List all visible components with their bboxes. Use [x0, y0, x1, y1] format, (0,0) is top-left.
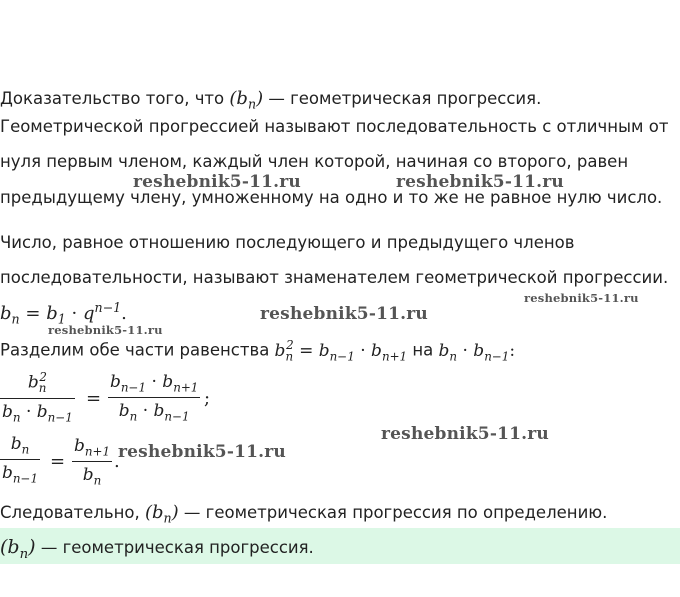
proof-title: Доказательство того, что $(b_n)$ — геометрическая прогрессия. [0, 88, 542, 112]
watermark: reshebnik5-11.ru [260, 304, 428, 324]
ratio-definition-line-2: последовательности, называют знаменателем геометрической прогрессии. [0, 268, 669, 287]
eq1-left-fraction: $b_n^2$ $b_n \cdot b_{n-1}$ [2, 370, 73, 425]
period: . [114, 451, 120, 472]
watermark: reshebnik5-11.ru [381, 424, 549, 444]
watermark: reshebnik5-11.ru [118, 442, 286, 462]
equals-sign: = [86, 388, 102, 409]
semicolon: ; [204, 388, 211, 409]
definition-line-1: Геометрической прогрессией называют последовательность с отличным от [0, 117, 669, 136]
definition-line-3: предыдущему члену, умноженному на одно и то же не равное нулю число. [0, 188, 663, 207]
general-term-formula: $b_n = b_1 \cdot q^{n-1}$. [0, 300, 127, 327]
eq1-right-fraction: $b_{n-1} \cdot b_{n+1}$ $b_n \cdot b_{n-1}$ [110, 372, 199, 424]
conclusion: Следовательно, $(b_n)$ — геометрическая прогрессия по определению. [0, 502, 608, 526]
ratio-definition-line-1: Число, равное отношению последующего и предыдущего членов [0, 233, 575, 252]
watermark: reshebnik5-11.ru [396, 172, 564, 192]
answer-text: $(b_n)$ — геометрическая прогрессия. [0, 536, 314, 562]
definition-line-2: нуля первым членом, каждый член которой, начиная со второго, равен [0, 152, 629, 171]
sequence-bn: $(b_n)$ [229, 88, 264, 112]
watermark: reshebnik5-11.ru [133, 172, 301, 192]
watermark: reshebnik5-11.ru [524, 291, 639, 305]
eq2-left-fraction: $b_n$ $b_{n-1}$ [2, 434, 39, 486]
eq2-right-fraction: $b_{n+1}$ $b_n$ [74, 436, 111, 488]
divide-instruction: Разделим обе части равенства $b_n^2 = b_{n-1} \cdot b_{n+1}$ на $b_n \cdot b_{n-1}$: [0, 338, 516, 364]
equals-sign: = [50, 451, 66, 472]
watermark: reshebnik5-11.ru [48, 323, 163, 337]
